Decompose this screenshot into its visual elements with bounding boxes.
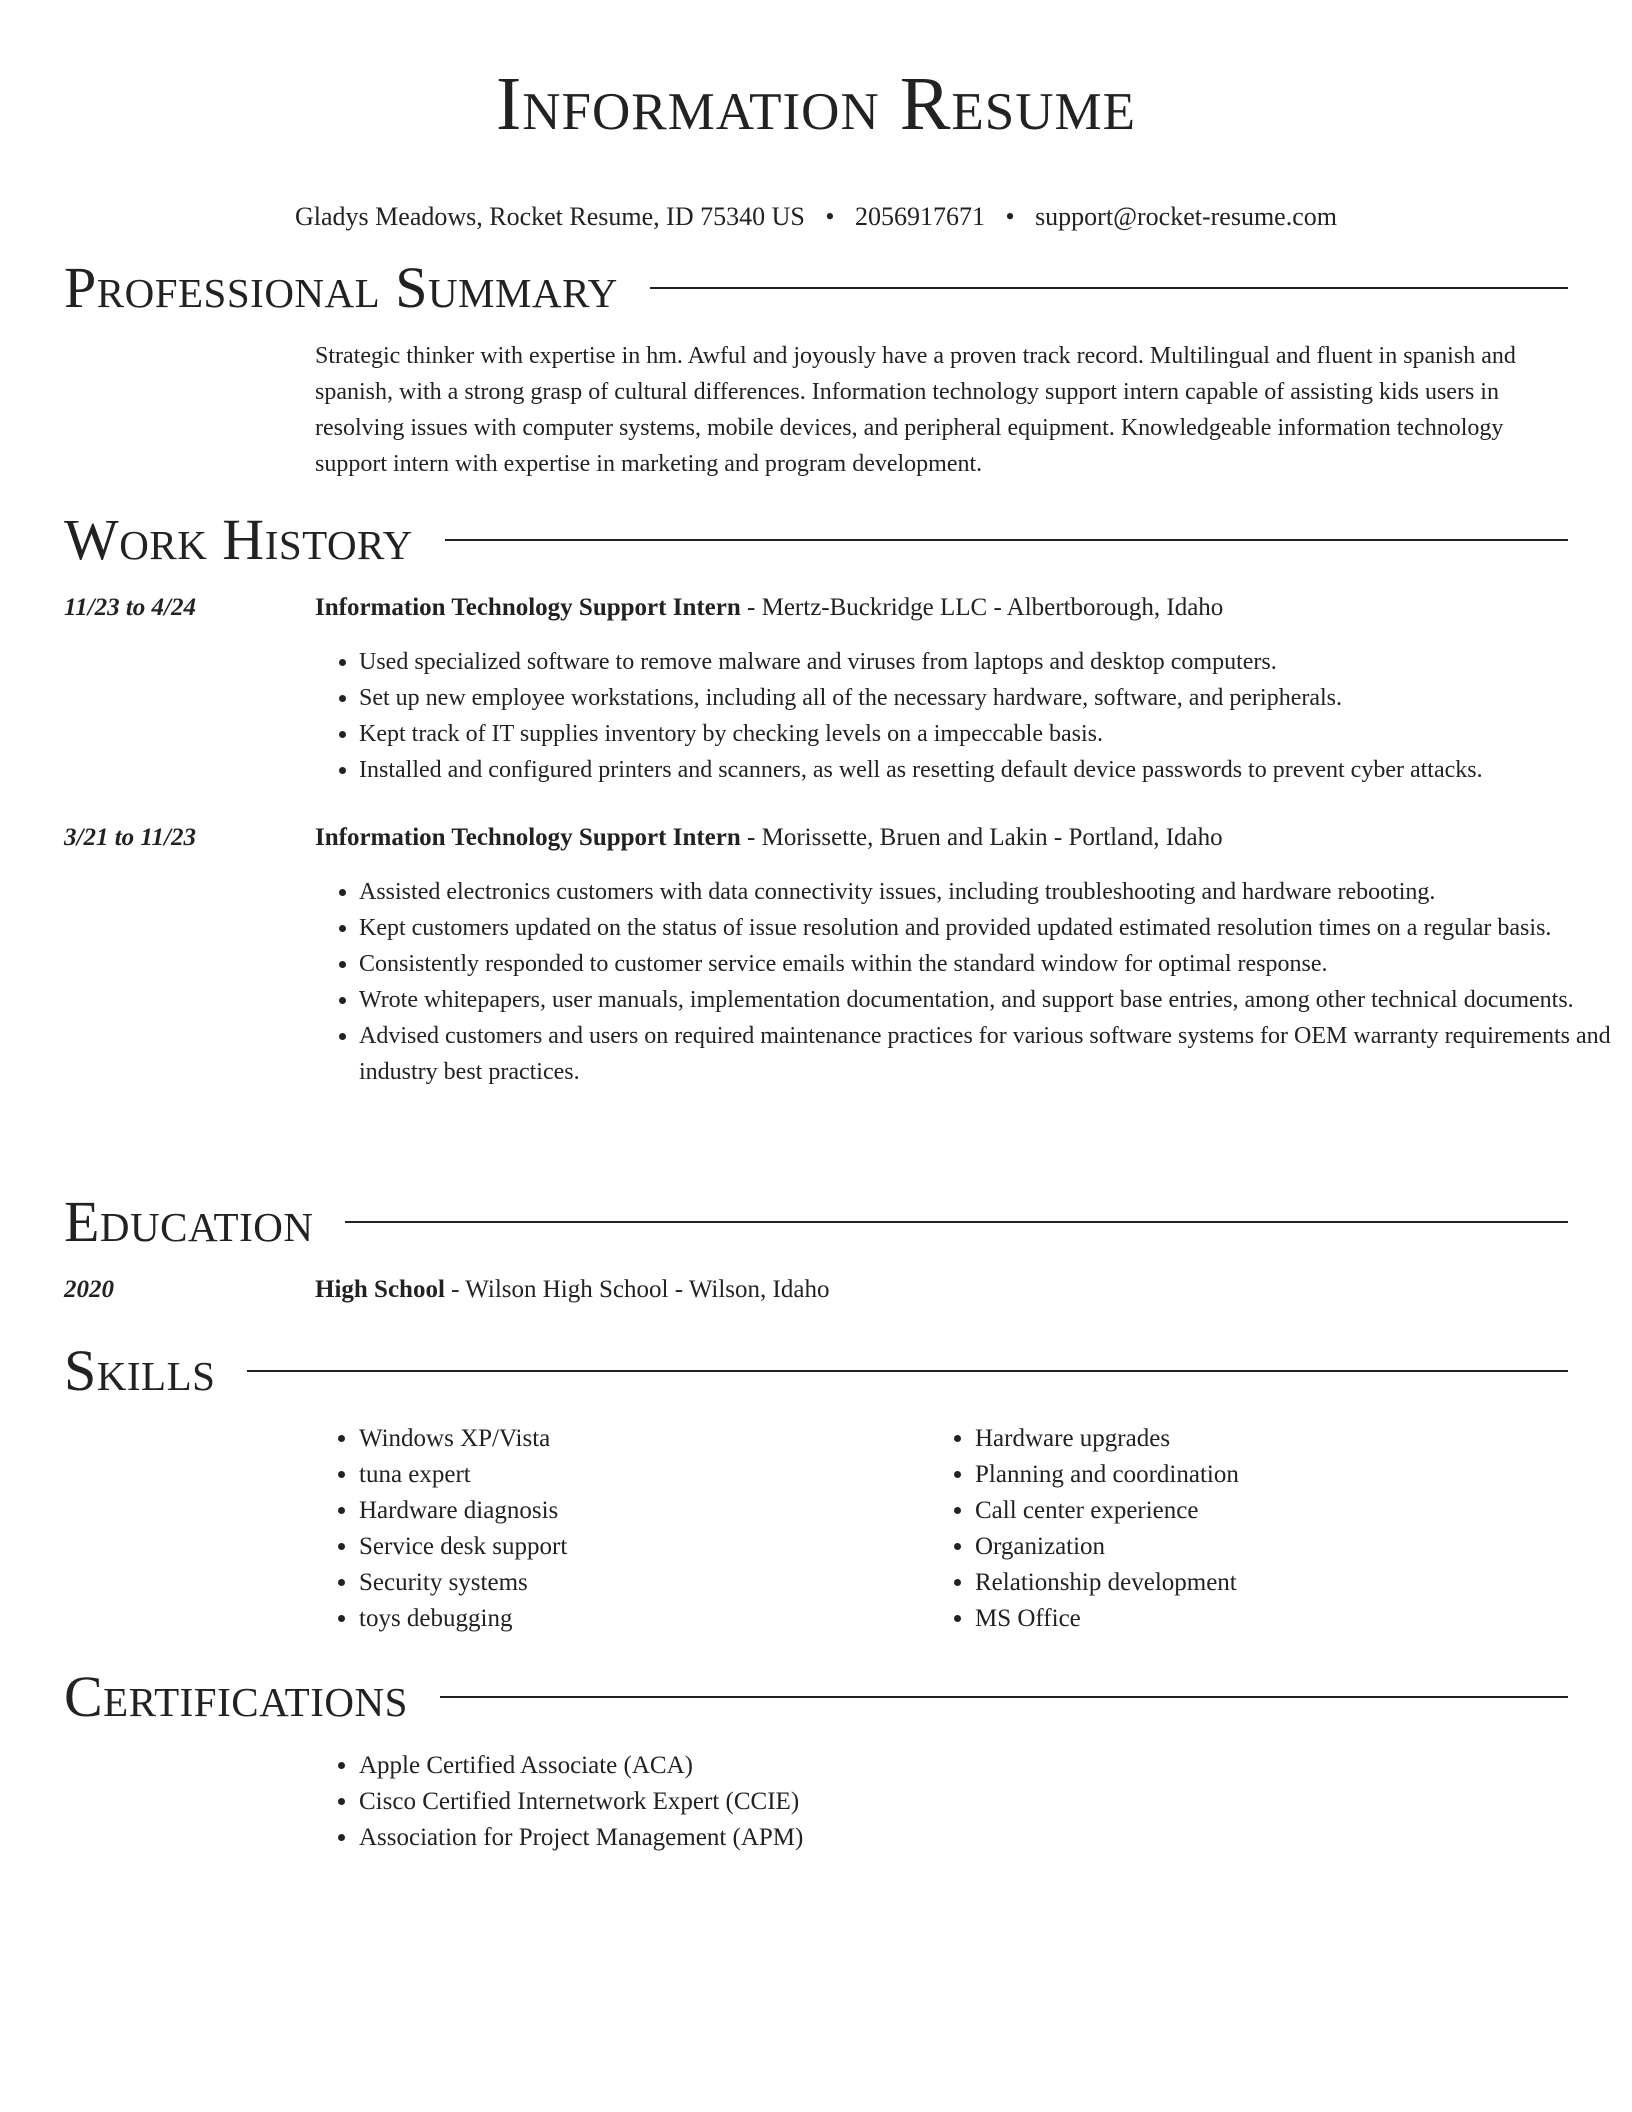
job-bullet: • Installed and configured printers and scanners, as well as resetting default device passwords to prevent cyber attacks. <box>359 752 1612 788</box>
certification-item: • Association for Project Management (APM) <box>359 1820 1612 1856</box>
job-title: Information Technology Support Intern <box>315 824 741 851</box>
job-bullet: • Wrote whitepapers, user manuals, implementation documentation, and support base entries, among other technical documents. <box>359 982 1612 1018</box>
education-entry <box>315 1273 1568 1307</box>
skill-item: • MS Office <box>975 1601 1575 1637</box>
certifications-section-header <box>64 1665 1568 1729</box>
job-title: Information Technology Support Intern <box>315 594 741 621</box>
job-dates: 3/21 to 11/23 <box>64 824 196 851</box>
skills-list-left <box>315 1421 919 1637</box>
job-bullet: • Consistently responded to customer service emails within the standard window for optimal response. <box>359 946 1612 982</box>
summary-section-header <box>64 256 1568 320</box>
skill-item: • Hardware upgrades <box>975 1421 1575 1457</box>
resume-title: Information Resume <box>495 62 1137 146</box>
skill-item: • Hardware diagnosis <box>359 1493 919 1529</box>
skill-item: • tuna expert <box>359 1457 919 1493</box>
job-heading <box>315 591 1568 625</box>
section-divider <box>247 1370 1568 1372</box>
skills-section-header <box>64 1339 1568 1403</box>
job-heading <box>315 821 1568 855</box>
job-bullets <box>315 874 1612 1090</box>
contact-line <box>64 200 1568 234</box>
summary-heading: Professional Summary <box>64 255 618 320</box>
skills-list-right <box>931 1421 1575 1637</box>
skill-item: • Windows XP/Vista <box>359 1421 919 1457</box>
skill-item: • Call center experience <box>975 1493 1575 1529</box>
education-section-header <box>64 1190 1568 1254</box>
job-bullet: • Advised customers and users on required maintenance practices for various software systems for OEM warranty requirements and industry best practices. <box>359 1018 1612 1090</box>
education-year: 2020 <box>64 1276 114 1303</box>
summary-text: Strategic thinker with expertise in hm. Awful and joyously have a proven track record. Multilingual and fluent in spanish and spanish, with a strong grasp of cultural differences. Information technology support intern capable of assisting kids users in resolving issues with computer systems, mobile devices, and peripheral equipment. Knowledgeable information technology support intern with expertise in marketing and program development. <box>315 343 1516 477</box>
skills-heading: Skills <box>64 1338 216 1403</box>
certification-item: • Cisco Certified Internetwork Expert (CCIE) <box>359 1784 1612 1820</box>
job-bullet: • Kept track of IT supplies inventory by checking levels on a impeccable basis. <box>359 716 1612 752</box>
job-company: - Morissette, Bruen and Lakin - Portland, Idaho <box>740 824 1223 851</box>
section-divider <box>445 539 1568 541</box>
education-school: - Wilson High School - Wilson, Idaho <box>444 1276 830 1303</box>
certifications-list <box>315 1748 1612 1856</box>
work-history-section-header <box>64 508 1568 572</box>
skill-item: • Organization <box>975 1529 1575 1565</box>
certifications-heading: Certifications <box>64 1664 408 1729</box>
job-bullet: • Assisted electronics customers with data connectivity issues, including troubleshooting and hardware rebooting. <box>359 874 1612 910</box>
skill-item: • Security systems <box>359 1565 919 1601</box>
contact-separator: • <box>825 202 835 231</box>
job-bullet: • Used specialized software to remove malware and viruses from laptops and desktop computers. <box>359 644 1612 680</box>
job-dates: 11/23 to 4/24 <box>64 594 196 621</box>
skill-item: • Relationship development <box>975 1565 1575 1601</box>
work-history-heading: Work History <box>64 507 413 572</box>
section-divider <box>650 287 1568 289</box>
skill-item: • toys debugging <box>359 1601 919 1637</box>
skill-item: • Service desk support <box>359 1529 919 1565</box>
resume-page <box>64 0 1611 1851</box>
education-heading: Education <box>64 1189 314 1254</box>
job-bullets <box>315 644 1612 788</box>
job-company: - Mertz-Buckridge LLC - Albertborough, Idaho <box>740 594 1224 621</box>
job-bullet: • Set up new employee workstations, including all of the necessary hardware, software, and peripherals. <box>359 680 1612 716</box>
contact-address: Gladys Meadows, Rocket Resume, ID 75340 US <box>295 202 805 231</box>
skill-item: • Planning and coordination <box>975 1457 1575 1493</box>
certification-item: • Apple Certified Associate (ACA) <box>359 1748 1612 1784</box>
contact-separator: • <box>1005 202 1015 231</box>
contact-email: support@rocket-resume.com <box>1035 202 1337 231</box>
section-divider <box>345 1221 1568 1223</box>
section-divider <box>440 1696 1568 1698</box>
contact-phone: 2056917671 <box>854 202 985 231</box>
education-degree: High School <box>315 1276 445 1303</box>
job-bullet: • Kept customers updated on the status of issue resolution and provided updated estimated resolution times on a regular basis. <box>359 910 1612 946</box>
